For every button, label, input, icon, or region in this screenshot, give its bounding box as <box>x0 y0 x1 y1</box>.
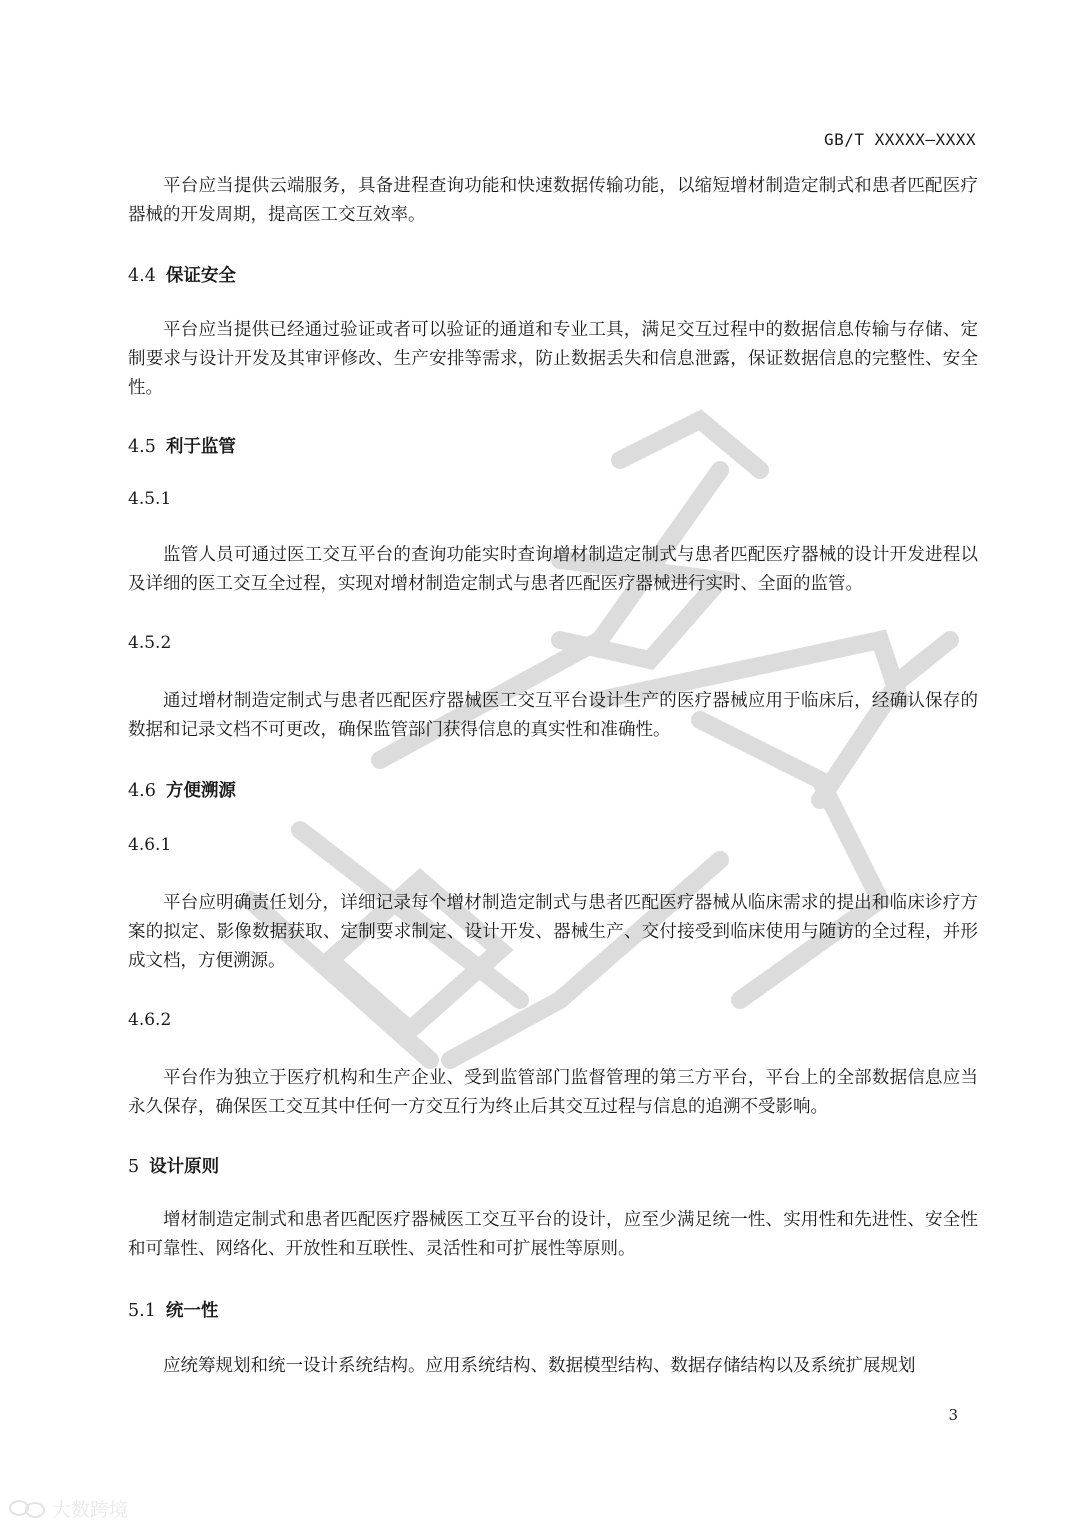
paragraph-4-4: 平台应当提供已经通过验证或者可以验证的通道和专业工具，满足交互过程中的数据信息传输与存储、定制要求与设计开发及其审评修改、生产安排等需求，防止数据丢失和信息泄露，保证数据信息的完整性、安全性。 <box>128 320 978 398</box>
subsection-4-5-2: 4.5.2 <box>128 633 172 653</box>
subsection-4-6-2: 4.6.2 <box>128 1010 172 1030</box>
page-number: 3 <box>948 1406 958 1424</box>
paragraph-intro: 平台应当提供云端服务，具备进程查询功能和快速数据传输功能，以缩短增材制造定制式和患者匹配医疗器械的开发周期，提高医工交互效率。 <box>128 176 978 225</box>
corner-mark-text: 大数跨境 <box>52 1499 129 1521</box>
heading-number: 5.1 <box>128 1301 156 1321</box>
heading-4-6 <box>128 777 236 802</box>
corner-watermark <box>8 1495 128 1522</box>
heading-title: 设计原则 <box>149 1157 220 1177</box>
paragraph-5-1: 应统筹规划和统一设计系统结构。应用系统结构、数据模型结构、数据存储结构以及系统扩展规划 <box>163 1356 916 1376</box>
heading-5-1 <box>128 1297 218 1322</box>
heading-number: 5 <box>128 1157 140 1177</box>
paragraph-4-6-1: 平台应明确责任划分，详细记录每个增材制造定制式与患者匹配医疗器械从临床需求的提出和临床诊疗方案的拟定、影像数据获取、定制要求制定、设计开发、器械生产、交付接受到临床使用与随访的全过程，并形成文档，方便溯源。 <box>128 893 978 971</box>
paragraph-5: 增材制造定制式和患者匹配医疗器械医工交互平台的设计，应至少满足统一性、实用性和先进性、安全性和可靠性、网络化、开放性和互联性、灵活性和可扩展性等原则。 <box>128 1210 978 1259</box>
heading-title: 利于监管 <box>165 437 236 457</box>
heading-4-4 <box>128 262 236 287</box>
heading-title: 统一性 <box>165 1301 219 1321</box>
subsection-4-5-1: 4.5.1 <box>128 489 172 509</box>
paragraph-4-5-2: 通过增材制造定制式与患者匹配医疗器械医工交互平台设计生产的医疗器械应用于临床后，经确认保存的数据和记录文档不可更改，确保监管部门获得信息的真实性和准确性。 <box>128 691 978 740</box>
heading-title: 保证安全 <box>165 266 236 286</box>
paragraph-4-5-1: 监管人员可通过医工交互平台的查询功能实时查询增材制造定制式与患者匹配医疗器械的设计开发进程以及详细的医工交互全过程，实现对增材制造定制式与患者匹配医疗器械进行实时、全面的监管。 <box>128 545 978 594</box>
heading-number: 4.6 <box>128 781 156 801</box>
heading-number: 4.5 <box>128 437 156 457</box>
paragraph-4-6-2: 平台作为独立于医疗机构和生产企业、受到监管部门监督管理的第三方平台，平台上的全部数据信息应当永久保存，确保医工交互其中任何一方交互行为终止后其交互过程与信息的追溯不受影响。 <box>128 1068 978 1117</box>
heading-4-5 <box>128 433 236 458</box>
heading-number: 4.4 <box>128 266 156 286</box>
heading-5 <box>128 1153 219 1178</box>
subsection-4-6-1: 4.6.1 <box>128 835 172 855</box>
heading-title: 方便溯源 <box>165 781 236 801</box>
standard-code: GB/T XXXXX—XXXX <box>824 130 976 149</box>
chat-bubble-icon <box>8 1498 48 1520</box>
